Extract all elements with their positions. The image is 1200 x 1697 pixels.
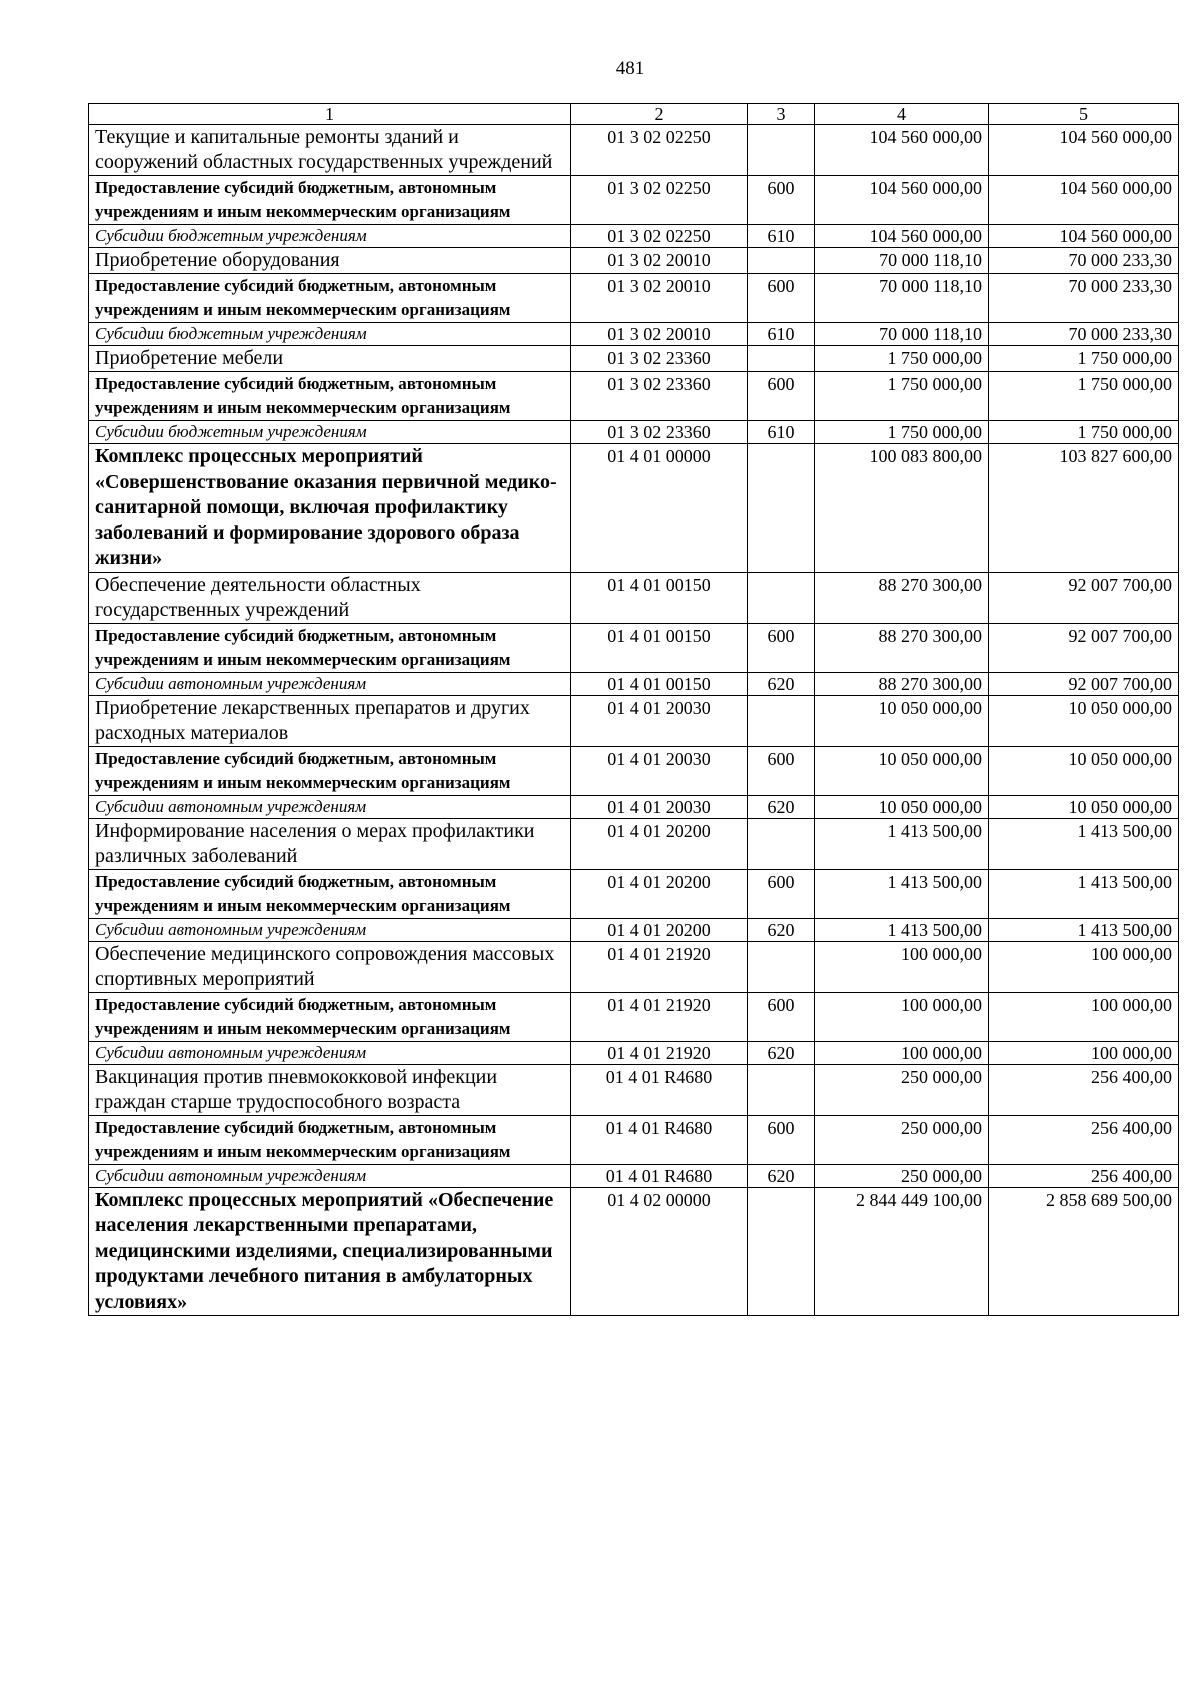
amount-year-2: 2 858 689 500,00 [989,1187,1179,1316]
amount-year-1: 250 000,00 [815,1164,989,1187]
row-name: Субсидии автономным учреждениям [89,1041,571,1064]
column-header: 2 [571,104,748,125]
amount-year-1: 1 750 000,00 [815,421,989,444]
expense-type: 620 [748,1164,815,1187]
expense-type: 600 [748,1115,815,1164]
column-header: 1 [89,104,571,125]
amount-year-1: 1 750 000,00 [815,346,989,372]
amount-year-2: 92 007 700,00 [989,623,1179,672]
target-code: 01 3 02 20010 [571,323,748,346]
amount-year-2: 103 827 600,00 [989,444,1179,573]
amount-year-2: 92 007 700,00 [989,572,1179,623]
target-code: 01 4 01 20030 [571,695,748,746]
amount-year-2: 1 413 500,00 [989,818,1179,869]
row-name: Субсидии автономным учреждениям [89,672,571,695]
amount-year-1: 10 050 000,00 [815,746,989,795]
column-header: 4 [815,104,989,125]
amount-year-2: 10 050 000,00 [989,795,1179,818]
expense-type: 600 [748,992,815,1041]
amount-year-2: 256 400,00 [989,1115,1179,1164]
amount-year-1: 70 000 118,10 [815,248,989,274]
table-row [89,1187,1179,1316]
expense-type: 600 [748,623,815,672]
expense-type: 620 [748,672,815,695]
amount-year-1: 100 000,00 [815,992,989,1041]
amount-year-2: 100 000,00 [989,992,1179,1041]
row-name: Предоставление субсидий бюджетным, автономным учреждениям и иным некоммерческим организациям [89,746,571,795]
target-code: 01 3 02 23360 [571,346,748,372]
amount-year-2: 104 560 000,00 [989,176,1179,225]
row-name: Субсидии бюджетным учреждениям [89,225,571,248]
target-code: 01 4 01 21920 [571,992,748,1041]
row-name: Предоставление субсидий бюджетным, автономным учреждениям и иным некоммерческим организациям [89,992,571,1041]
expense-type: 600 [748,746,815,795]
expense-type [748,1064,815,1115]
amount-year-2: 100 000,00 [989,1041,1179,1064]
target-code: 01 4 01 00150 [571,672,748,695]
table-row [89,372,1179,421]
column-header: 5 [989,104,1179,125]
table-row [89,1115,1179,1164]
amount-year-1: 104 560 000,00 [815,225,989,248]
table-row [89,695,1179,746]
target-code: 01 3 02 02250 [571,125,748,176]
table-row [89,274,1179,323]
amount-year-1: 250 000,00 [815,1115,989,1164]
amount-year-2: 1 750 000,00 [989,372,1179,421]
expense-type [748,248,815,274]
row-name: Приобретение лекарственных препаратов и других расходных материалов [89,695,571,746]
expense-type: 610 [748,421,815,444]
target-code: 01 4 01 20200 [571,918,748,941]
row-name: Субсидии бюджетным учреждениям [89,323,571,346]
table-row [89,672,1179,695]
amount-year-1: 1 413 500,00 [815,818,989,869]
target-code: 01 3 02 02250 [571,176,748,225]
target-code: 01 4 01 20200 [571,869,748,918]
expense-type: 610 [748,323,815,346]
amount-year-2: 1 413 500,00 [989,918,1179,941]
expense-type [748,572,815,623]
amount-year-1: 88 270 300,00 [815,572,989,623]
row-name: Предоставление субсидий бюджетным, автономным учреждениям и иным некоммерческим организациям [89,274,571,323]
amount-year-2: 10 050 000,00 [989,695,1179,746]
expense-type [748,125,815,176]
table-row [89,818,1179,869]
amount-year-2: 256 400,00 [989,1064,1179,1115]
expense-type: 610 [748,225,815,248]
column-number-row [89,104,1179,125]
table-row [89,176,1179,225]
target-code: 01 4 01 21920 [571,941,748,992]
amount-year-2: 256 400,00 [989,1164,1179,1187]
column-header: 3 [748,104,815,125]
row-name: Субсидии автономным учреждениям [89,918,571,941]
amount-year-1: 2 844 449 100,00 [815,1187,989,1316]
target-code: 01 4 01 20200 [571,818,748,869]
budget-table [88,103,1179,1316]
table-body [89,125,1179,1316]
amount-year-1: 250 000,00 [815,1064,989,1115]
amount-year-1: 100 000,00 [815,941,989,992]
expense-type: 600 [748,372,815,421]
expense-type [748,346,815,372]
amount-year-2: 104 560 000,00 [989,225,1179,248]
row-name: Предоставление субсидий бюджетным, автономным учреждениям и иным некоммерческим организациям [89,1115,571,1164]
amount-year-2: 70 000 233,30 [989,248,1179,274]
target-code: 01 4 01 20030 [571,746,748,795]
amount-year-1: 88 270 300,00 [815,672,989,695]
amount-year-2: 100 000,00 [989,941,1179,992]
row-name: Информирование населения о мерах профилактики различных заболеваний [89,818,571,869]
amount-year-1: 88 270 300,00 [815,623,989,672]
table-row [89,623,1179,672]
table-row [89,918,1179,941]
amount-year-1: 100 083 800,00 [815,444,989,573]
row-name: Приобретение оборудования [89,248,571,274]
amount-year-1: 104 560 000,00 [815,125,989,176]
target-code: 01 4 01 00150 [571,623,748,672]
expense-type: 620 [748,795,815,818]
table-row [89,992,1179,1041]
amount-year-2: 104 560 000,00 [989,125,1179,176]
amount-year-1: 100 000,00 [815,1041,989,1064]
amount-year-1: 70 000 118,10 [815,274,989,323]
row-name: Предоставление субсидий бюджетным, автономным учреждениям и иным некоммерческим организациям [89,176,571,225]
table-row [89,795,1179,818]
row-name: Приобретение мебели [89,346,571,372]
expense-type: 620 [748,1041,815,1064]
expense-type: 620 [748,918,815,941]
amount-year-2: 70 000 233,30 [989,323,1179,346]
target-code: 01 4 01 21920 [571,1041,748,1064]
table-row [89,225,1179,248]
row-name: Предоставление субсидий бюджетным, автономным учреждениям и иным некоммерческим организациям [89,623,571,672]
row-name: Субсидии бюджетным учреждениям [89,421,571,444]
row-name: Обеспечение деятельности областных государственных учреждений [89,572,571,623]
table-row [89,125,1179,176]
table-row [89,1164,1179,1187]
amount-year-1: 1 750 000,00 [815,372,989,421]
amount-year-1: 10 050 000,00 [815,795,989,818]
table-row [89,323,1179,346]
row-name: Предоставление субсидий бюджетным, автономным учреждениям и иным некоммерческим организациям [89,372,571,421]
row-name: Текущие и капитальные ремонты зданий и сооружений областных государственных учреждений [89,125,571,176]
target-code: 01 4 01 00150 [571,572,748,623]
target-code: 01 4 01 00000 [571,444,748,573]
amount-year-2: 92 007 700,00 [989,672,1179,695]
amount-year-1: 70 000 118,10 [815,323,989,346]
amount-year-2: 10 050 000,00 [989,746,1179,795]
table-row [89,1041,1179,1064]
table-row [89,346,1179,372]
page-number: 481 [615,58,645,79]
table-row [89,869,1179,918]
target-code: 01 4 01 20030 [571,795,748,818]
target-code: 01 4 01 R4680 [571,1115,748,1164]
target-code: 01 4 01 R4680 [571,1164,748,1187]
target-code: 01 4 02 00000 [571,1187,748,1316]
table-row [89,248,1179,274]
expense-type: 600 [748,869,815,918]
row-name: Обеспечение медицинского сопровождения массовых спортивных мероприятий [89,941,571,992]
table-row [89,941,1179,992]
row-name: Предоставление субсидий бюджетным, автономным учреждениям и иным некоммерческим организациям [89,869,571,918]
table-row [89,572,1179,623]
expense-type [748,695,815,746]
row-name: Субсидии автономным учреждениям [89,1164,571,1187]
expense-type [748,941,815,992]
expense-type [748,818,815,869]
amount-year-2: 1 750 000,00 [989,346,1179,372]
amount-year-1: 1 413 500,00 [815,918,989,941]
amount-year-1: 10 050 000,00 [815,695,989,746]
row-name: Комплекс процессных мероприятий «Совершенствование оказания первичной медико-санитарной помощи, включая профилактику заболеваний и формирование здорового образа жизни» [89,444,571,573]
amount-year-2: 1 750 000,00 [989,421,1179,444]
table-row [89,444,1179,573]
target-code: 01 3 02 23360 [571,421,748,444]
expense-type [748,444,815,573]
target-code: 01 3 02 02250 [571,225,748,248]
amount-year-2: 1 413 500,00 [989,869,1179,918]
amount-year-1: 104 560 000,00 [815,176,989,225]
expense-type [748,1187,815,1316]
amount-year-1: 1 413 500,00 [815,869,989,918]
target-code: 01 3 02 20010 [571,248,748,274]
table-row [89,746,1179,795]
expense-type: 600 [748,176,815,225]
table-row [89,421,1179,444]
amount-year-2: 70 000 233,30 [989,274,1179,323]
target-code: 01 3 02 23360 [571,372,748,421]
table-row [89,1064,1179,1115]
row-name: Вакцинация против пневмококковой инфекции граждан старше трудоспособного возраста [89,1064,571,1115]
target-code: 01 4 01 R4680 [571,1064,748,1115]
expense-type: 600 [748,274,815,323]
target-code: 01 3 02 20010 [571,274,748,323]
row-name: Субсидии автономным учреждениям [89,795,571,818]
row-name: Комплекс процессных мероприятий «Обеспечение населения лекарственными препаратами, медицинскими изделиями, специализированными продуктами лечебного питания в амбулаторных условиях» [89,1187,571,1316]
